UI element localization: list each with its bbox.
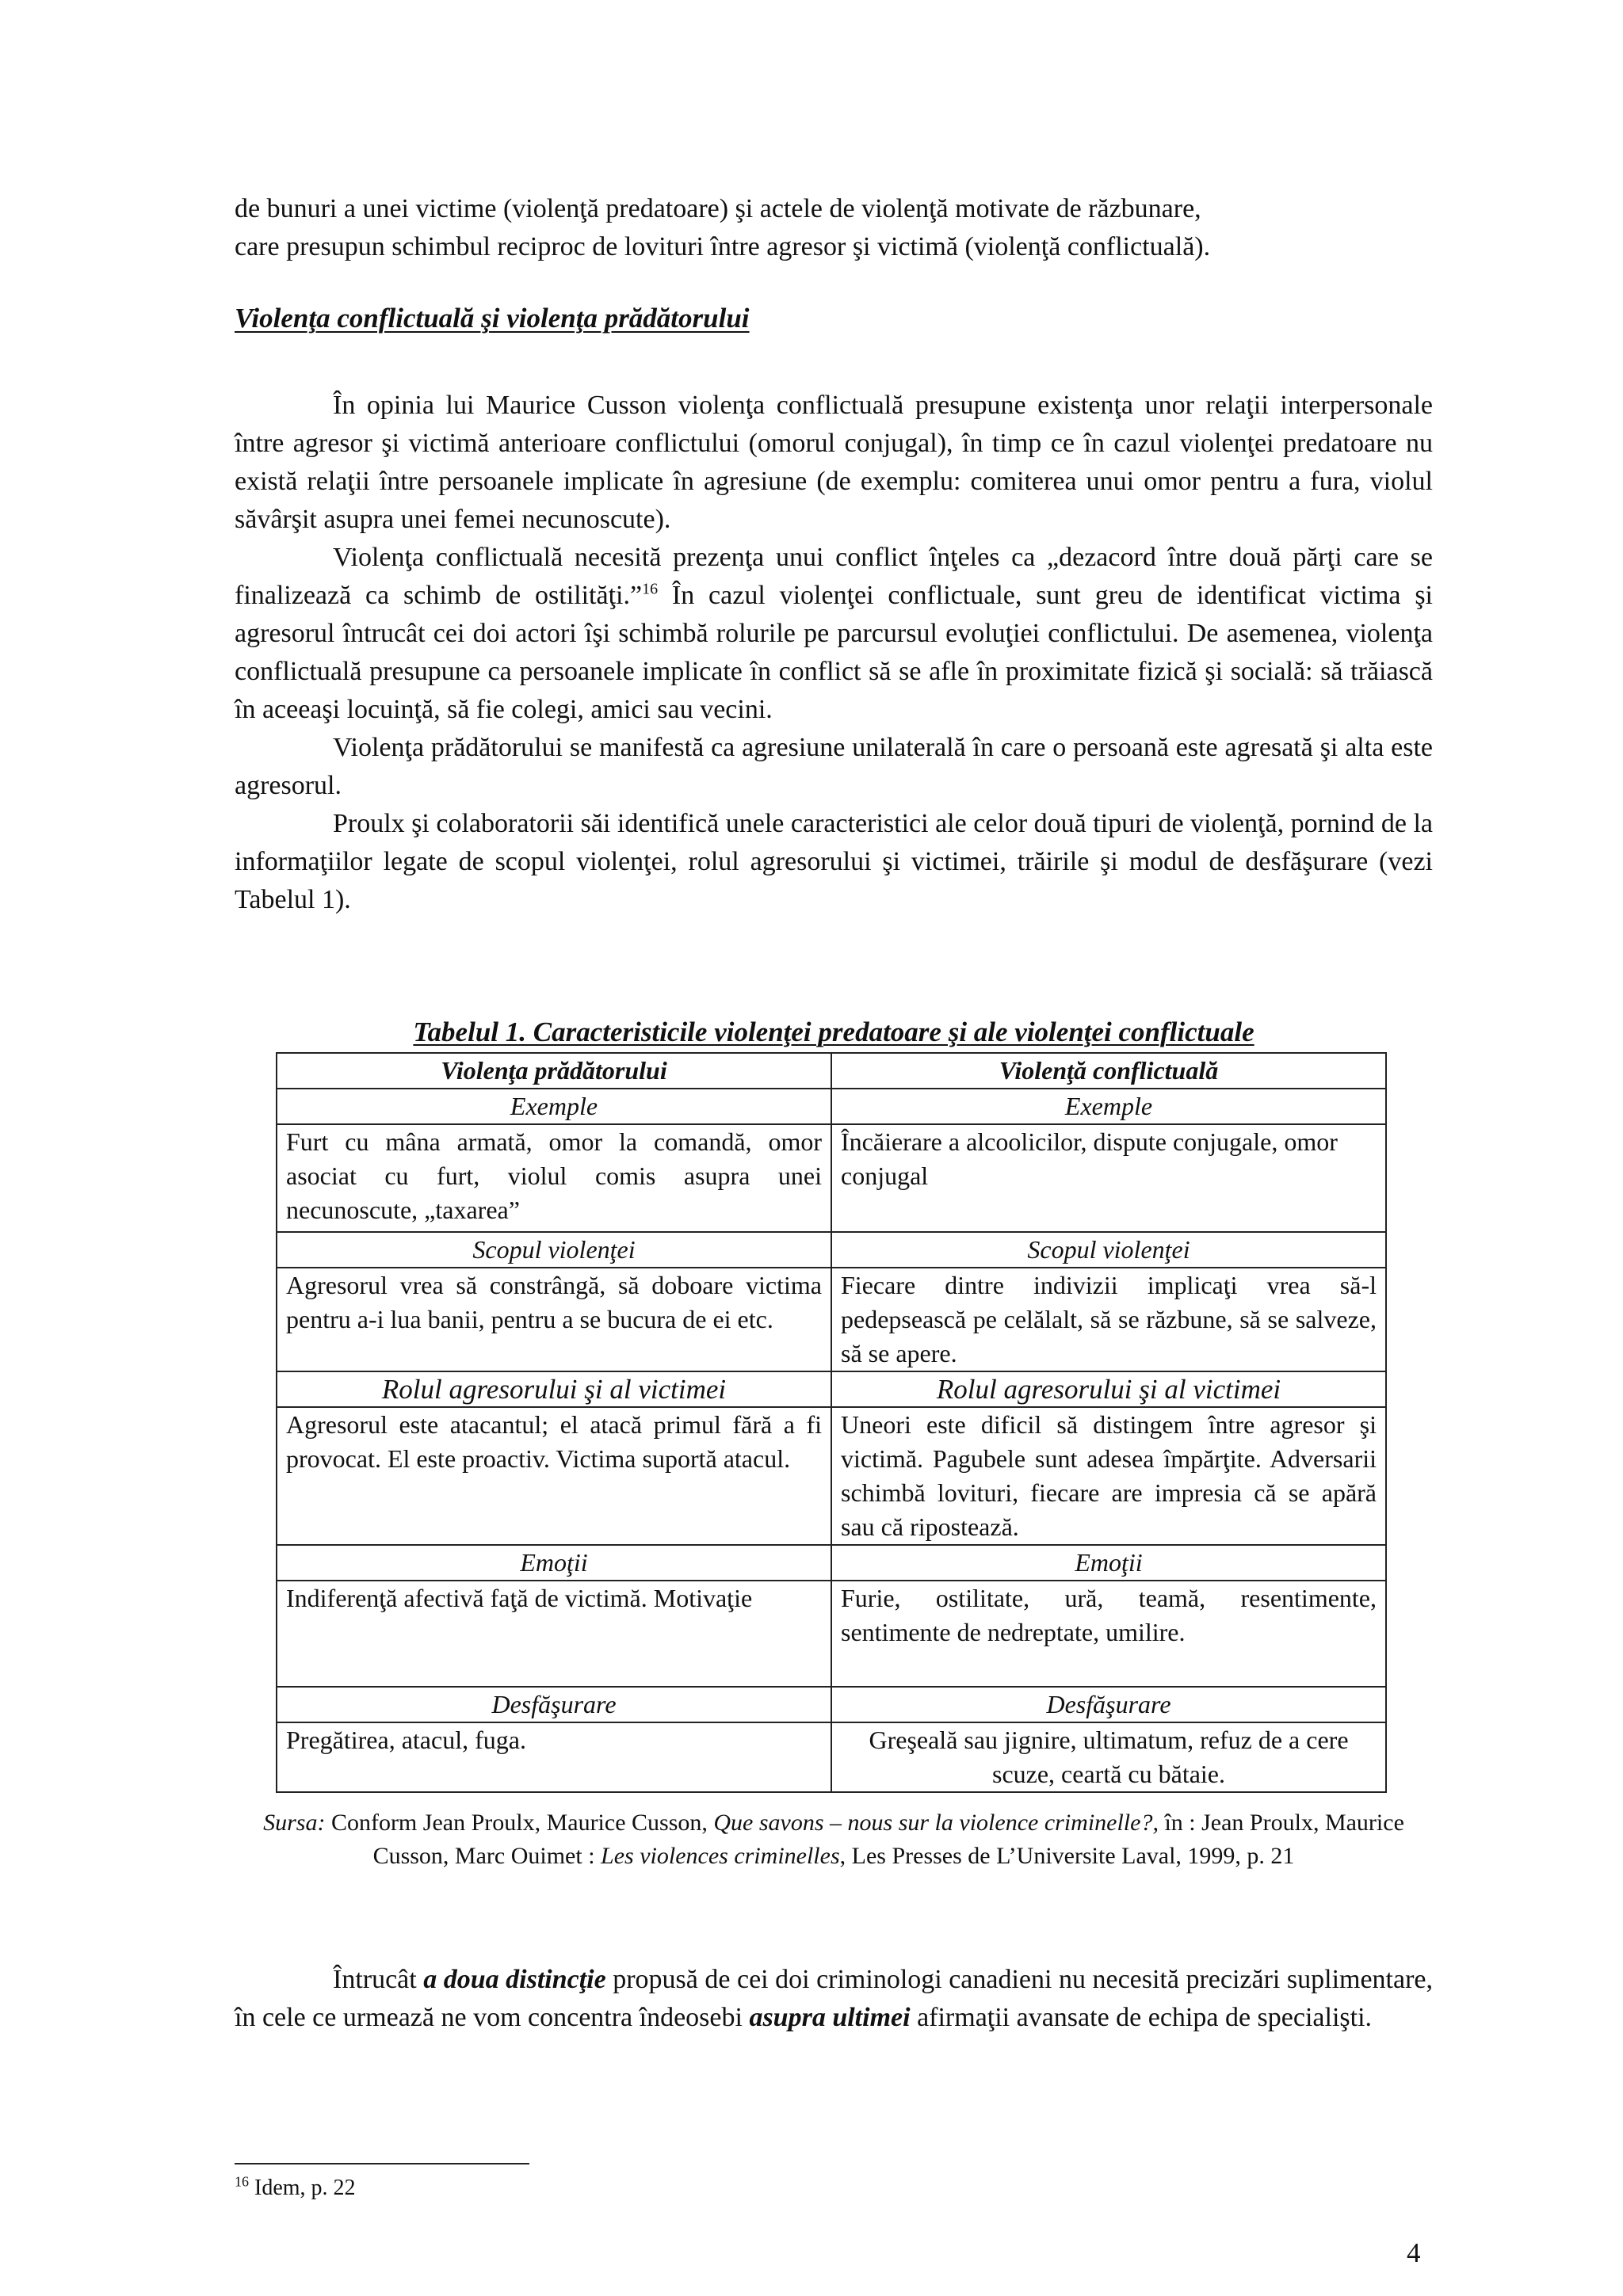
table-cell-right: Fiecare dintre indivizii implicaţi vrea să-l pedepsească pe celălalt, să se răzbune, să se salveze, să se apere. — [831, 1268, 1386, 1371]
intro-paragraph — [235, 190, 1433, 266]
section-title-row — [277, 1232, 1386, 1268]
paragraph-3: Violenţa prădătorului se manifestă ca agresiune unilaterală în care o persoană este agresată şi alta este agresorul. — [235, 733, 1433, 800]
body-text — [235, 387, 1433, 919]
intro-line-2: care presupun schimbul reciproc de lovituri între agresor şi victimă (violenţă conflictuală). — [235, 232, 1211, 261]
table-row — [277, 1124, 1386, 1232]
footnote-separator — [235, 2163, 529, 2164]
section-title-right: Exemple — [831, 1089, 1386, 1124]
section-title-right: Rolul agresorului şi al victimei — [831, 1371, 1386, 1407]
source-text-3: , Les Presses de L’Universite Laval, 1999, p. 21 — [839, 1843, 1295, 1869]
table-cell-left: Furt cu mâna armată, omor la comandă, omor asociat cu furt, violul comis asupra unei necunoscute, „taxarea” — [277, 1124, 831, 1232]
paragraph-4: Proulx şi colaboratorii săi identifică unele caracteristici ale celor două tipuri de violenţă, pornind de la informaţiilor legate de scopul violenţei, rolul agresorului şi victimei, trăirile şi modul de desfăşurare (vezi Tabelul 1). — [235, 809, 1433, 914]
section-title-left: Scopul violenţei — [277, 1232, 831, 1268]
paragraph-2-part-1: Violenţa conflictuală necesită prezenţa unui conflict înţeles ca „dezacord între două părţi care se finalizează ca schimb de ostilităţi.” — [235, 543, 1433, 610]
table-source — [235, 1806, 1433, 1873]
table-cell-right: Furie, ostilitate, ură, teamă, resentimente, sentimente de nedreptate, umilire. — [831, 1581, 1386, 1687]
section-title-left: Emoţii — [277, 1545, 831, 1581]
table-header-row — [277, 1053, 1386, 1089]
page-number: 4 — [1407, 2237, 1421, 2268]
section-title-left: Exemple — [277, 1089, 831, 1124]
table-caption: Tabelul 1. Caracteristicile violenţei predatoare şi ale violenţei conflictuale — [413, 1016, 1254, 1047]
footnote-reference: 16 — [642, 580, 659, 598]
section-title-row — [277, 1687, 1386, 1722]
column-header-predatory: Violenţa prădătorului — [277, 1053, 831, 1089]
section-title-right: Scopul violenţei — [831, 1232, 1386, 1268]
table-row — [277, 1722, 1386, 1792]
section-title-left: Rolul agresorului şi al victimei — [277, 1371, 831, 1407]
source-text-1: Conform Jean Proulx, Maurice Cusson, — [325, 1810, 714, 1836]
paragraph-2-part-2: În cazul violenţei conflictuale, sunt greu de identificat victima şi agresorul întrucât cei doi actori îşi schimbă rolurile pe parcursul evoluţiei conflictului. De asemenea, violenţa conflictuală presupune ca persoanele implicate în conflict să se afle în proximitate fizică şi socială: să trăiască în aceeaşi locuinţă, să fie colegi, amici sau vecini. — [235, 581, 1433, 724]
closing-part-3: afirmaţii avansate de echipa de specialişti. — [910, 2003, 1373, 2032]
paragraph-2 — [235, 539, 1433, 729]
table-cell-left: Agresorul vrea să constrângă, să doboare victima pentru a-i lua banii, pentru a se bucura de ei etc. — [277, 1268, 831, 1371]
table-row — [277, 1268, 1386, 1371]
closing-paragraph — [235, 1961, 1433, 2037]
closing-text — [235, 1961, 1433, 2037]
section-heading: Violenţa conflictuală şi violenţa prădătorului — [235, 303, 750, 334]
source-label: Sursa: — [263, 1810, 326, 1836]
source-title-1: Que savons – nous sur la violence criminelle?, — [713, 1810, 1159, 1836]
table-cell-right: Încăierare a alcoolicilor, dispute conjugale, omor conjugal — [831, 1124, 1386, 1232]
section-title-row — [277, 1089, 1386, 1124]
comparison-table — [276, 1052, 1387, 1793]
footnote — [235, 2174, 356, 2203]
table-cell-left: Agresorul este atacantul; el atacă primul fără a fi provocat. El este proactiv. Victima suportă atacul. — [277, 1407, 831, 1545]
footnote-number: 16 — [235, 2173, 249, 2190]
table-row — [277, 1581, 1386, 1687]
section-title-row — [277, 1545, 1386, 1581]
closing-part-2: propusă de cei doi criminologi canadieni nu necesită precizări suplimentare, în cele ce urmează ne vom concentra îndeosebi — [235, 1965, 1433, 2032]
section-title-right: Desfăşurare — [831, 1687, 1386, 1722]
source-title-2: Les violences criminelles — [601, 1843, 840, 1869]
source-text-2: în : Jean Proulx, Maurice Cusson, Marc Ouimet : — [372, 1810, 1404, 1869]
table-cell-left: Pregătirea, atacul, fuga. — [277, 1722, 831, 1792]
section-title-right: Emoţii — [831, 1545, 1386, 1581]
footnote-text: Idem, p. 22 — [249, 2176, 356, 2200]
paragraph-1: În opinia lui Maurice Cusson violenţa conflictuală presupune existenţa unor relaţii interpersonale între agresor şi victimă anterioare conflictului (omorul conjugal), în timp ce în cazul violenţei predatoare nu există relaţii între persoanele implicate în agresiune (de exemplu: comiterea unui omor pentru a fura, violul săvârşit asupra unei femei necunoscute). — [235, 391, 1433, 534]
section-title-left: Desfăşurare — [277, 1687, 831, 1722]
column-header-conflictual: Violenţă conflictuală — [831, 1053, 1386, 1089]
table-cell-left: Indiferenţă afectivă faţă de victimă. Motivaţie — [277, 1581, 831, 1687]
intro-line-1: de bunuri a unei victime (violenţă predatoare) şi actele de violenţă motivate de răzbunare, — [235, 194, 1201, 223]
closing-part-1: Întrucât — [333, 1965, 424, 1994]
closing-emphasis-1: a doua distincţie — [423, 1965, 606, 1994]
section-title-row — [277, 1371, 1386, 1407]
table-cell-right: Uneori este dificil să distingem între agresor şi victimă. Pagubele sunt adesea împărţite. Adversarii schimbă lovituri, fiecare are impresia că se apără sau că ripostează. — [831, 1407, 1386, 1545]
table-cell-right: Greşeală sau jignire, ultimatum, refuz de a cere scuze, ceartă cu bătaie. — [831, 1722, 1386, 1792]
closing-emphasis-2: asupra ultimei — [749, 2003, 911, 2032]
table-row — [277, 1407, 1386, 1545]
